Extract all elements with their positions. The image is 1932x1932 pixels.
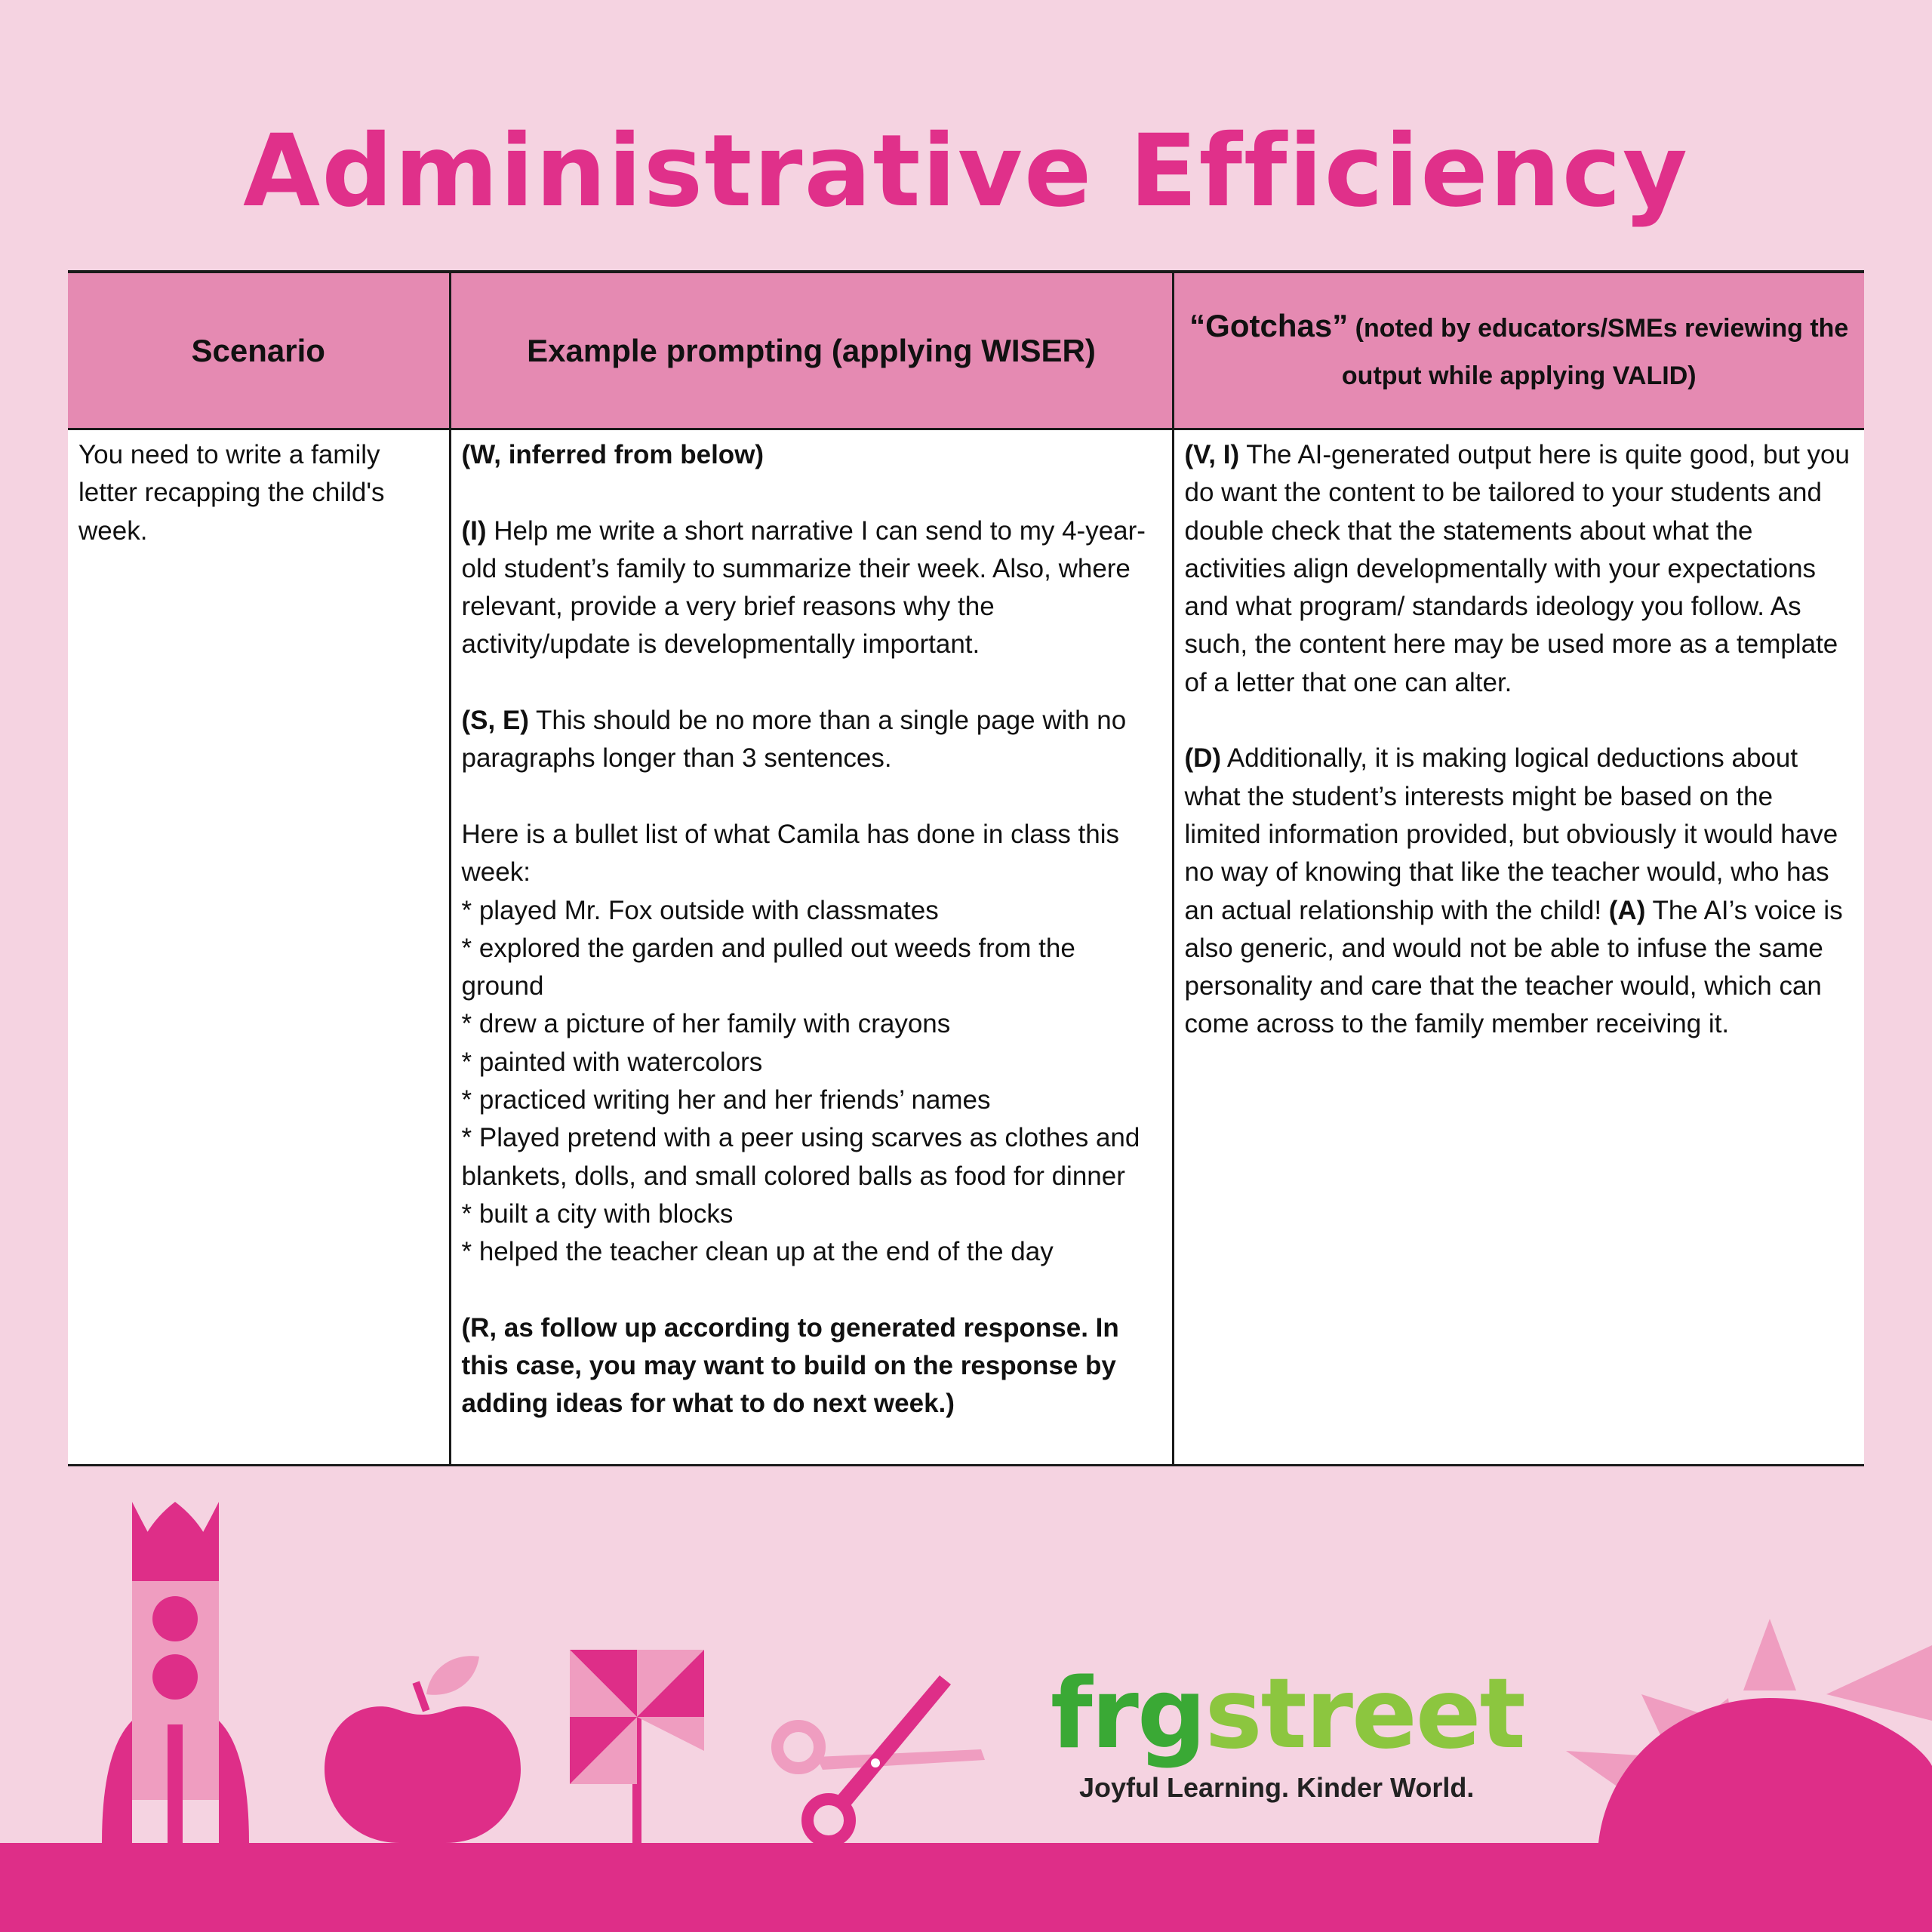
- page-title: Administrative Efficiency: [243, 113, 1689, 229]
- apple-icon: [325, 1656, 521, 1843]
- list-item: * played Mr. Fox outside with classmates: [461, 895, 939, 925]
- list-item: * explored the garden and pulled out weeds from the ground: [461, 933, 1075, 1001]
- header-prompting: Example prompting (applying WISER): [450, 272, 1173, 429]
- logo-frog-part: fr: [1051, 1658, 1137, 1770]
- rocket-icon: [102, 1502, 249, 1843]
- gotcha-a-label: (A): [1608, 895, 1646, 925]
- logo-frog-o: g: [1137, 1658, 1205, 1770]
- sun-icon: [1566, 1619, 1932, 1843]
- gotcha-d-label: (D): [1184, 743, 1222, 774]
- prompt-i-text: Help me write a short narrative I can send to my 4-year-old student’s family to summarize their week. Also, where relevant, provide a very brief reasons why the activity/update is developmentally important.: [461, 515, 1146, 660]
- list-item: * painted with watercolors: [461, 1047, 763, 1077]
- gotcha-a-text: The AI’s voice is also generic, and would not be able to infuse the same personality and care that the teacher would, which can come across to the family member receiving it.: [1184, 895, 1843, 1039]
- prompt-list-intro: Here is a bullet list of what Camila has done in class this week:: [461, 819, 1120, 888]
- prompt-se-text: This should be no more than a single page with no paragraphs longer than 3 sentences.: [461, 706, 1127, 774]
- prompt-w: (W, inferred from below): [461, 440, 764, 469]
- prompt-r: (R, as follow up according to generated response. In this case, you may want to build on the response by adding ideas for what to do next week.): [461, 1312, 1119, 1419]
- header-gotchas-main: “Gotchas”: [1189, 307, 1349, 343]
- list-item: * helped the teacher clean up at the end of the day: [461, 1237, 1054, 1267]
- gotcha-d-text: Additionally, it is making logical deductions about what the student’s interests might be based on the limited information provided, but obviously it would have no way of knowing that like the teacher would, who has an actual relationship with the child!: [1184, 743, 1838, 925]
- prompt-i-label: (I): [461, 515, 487, 546]
- scenario-text: You need to write a family letter recapping the child's week.: [78, 440, 385, 546]
- logo-street-part: street: [1204, 1658, 1524, 1770]
- gotcha-vi-label: (V, I): [1184, 440, 1240, 469]
- pinwheel-icon: [570, 1650, 704, 1843]
- list-item: * drew a picture of her family with crayons: [461, 1009, 951, 1039]
- header-scenario: Scenario: [68, 272, 450, 429]
- scissors-icon: [777, 1675, 985, 1841]
- header-gotchas-sub: (noted by educators/SMEs reviewing the output while applying VALID): [1341, 313, 1849, 390]
- prompt-se-label: (S, E): [461, 706, 529, 736]
- list-item: * practiced writing her and her friends’ names: [461, 1085, 991, 1115]
- brand-tagline: Joyful Learning. Kinder World.: [1079, 1772, 1475, 1803]
- list-item: * Played pretend with a peer using scarves as clothes and blankets, dolls, and small colored balls as food for dinner: [461, 1123, 1140, 1191]
- footer-band: [0, 1843, 1932, 1932]
- list-item: * built a city with blocks: [461, 1198, 734, 1229]
- frogstreet-logo: [1051, 1658, 1524, 1770]
- gotcha-vi-text: The AI-generated output here is quite good, but you do want the content to be tailored to your students and double check that the statements about what the activities align developmentally with your expectations and what program/ standards ideology you follow. As such, the content here may be used more as a template of a letter that one can alter.: [1184, 440, 1850, 697]
